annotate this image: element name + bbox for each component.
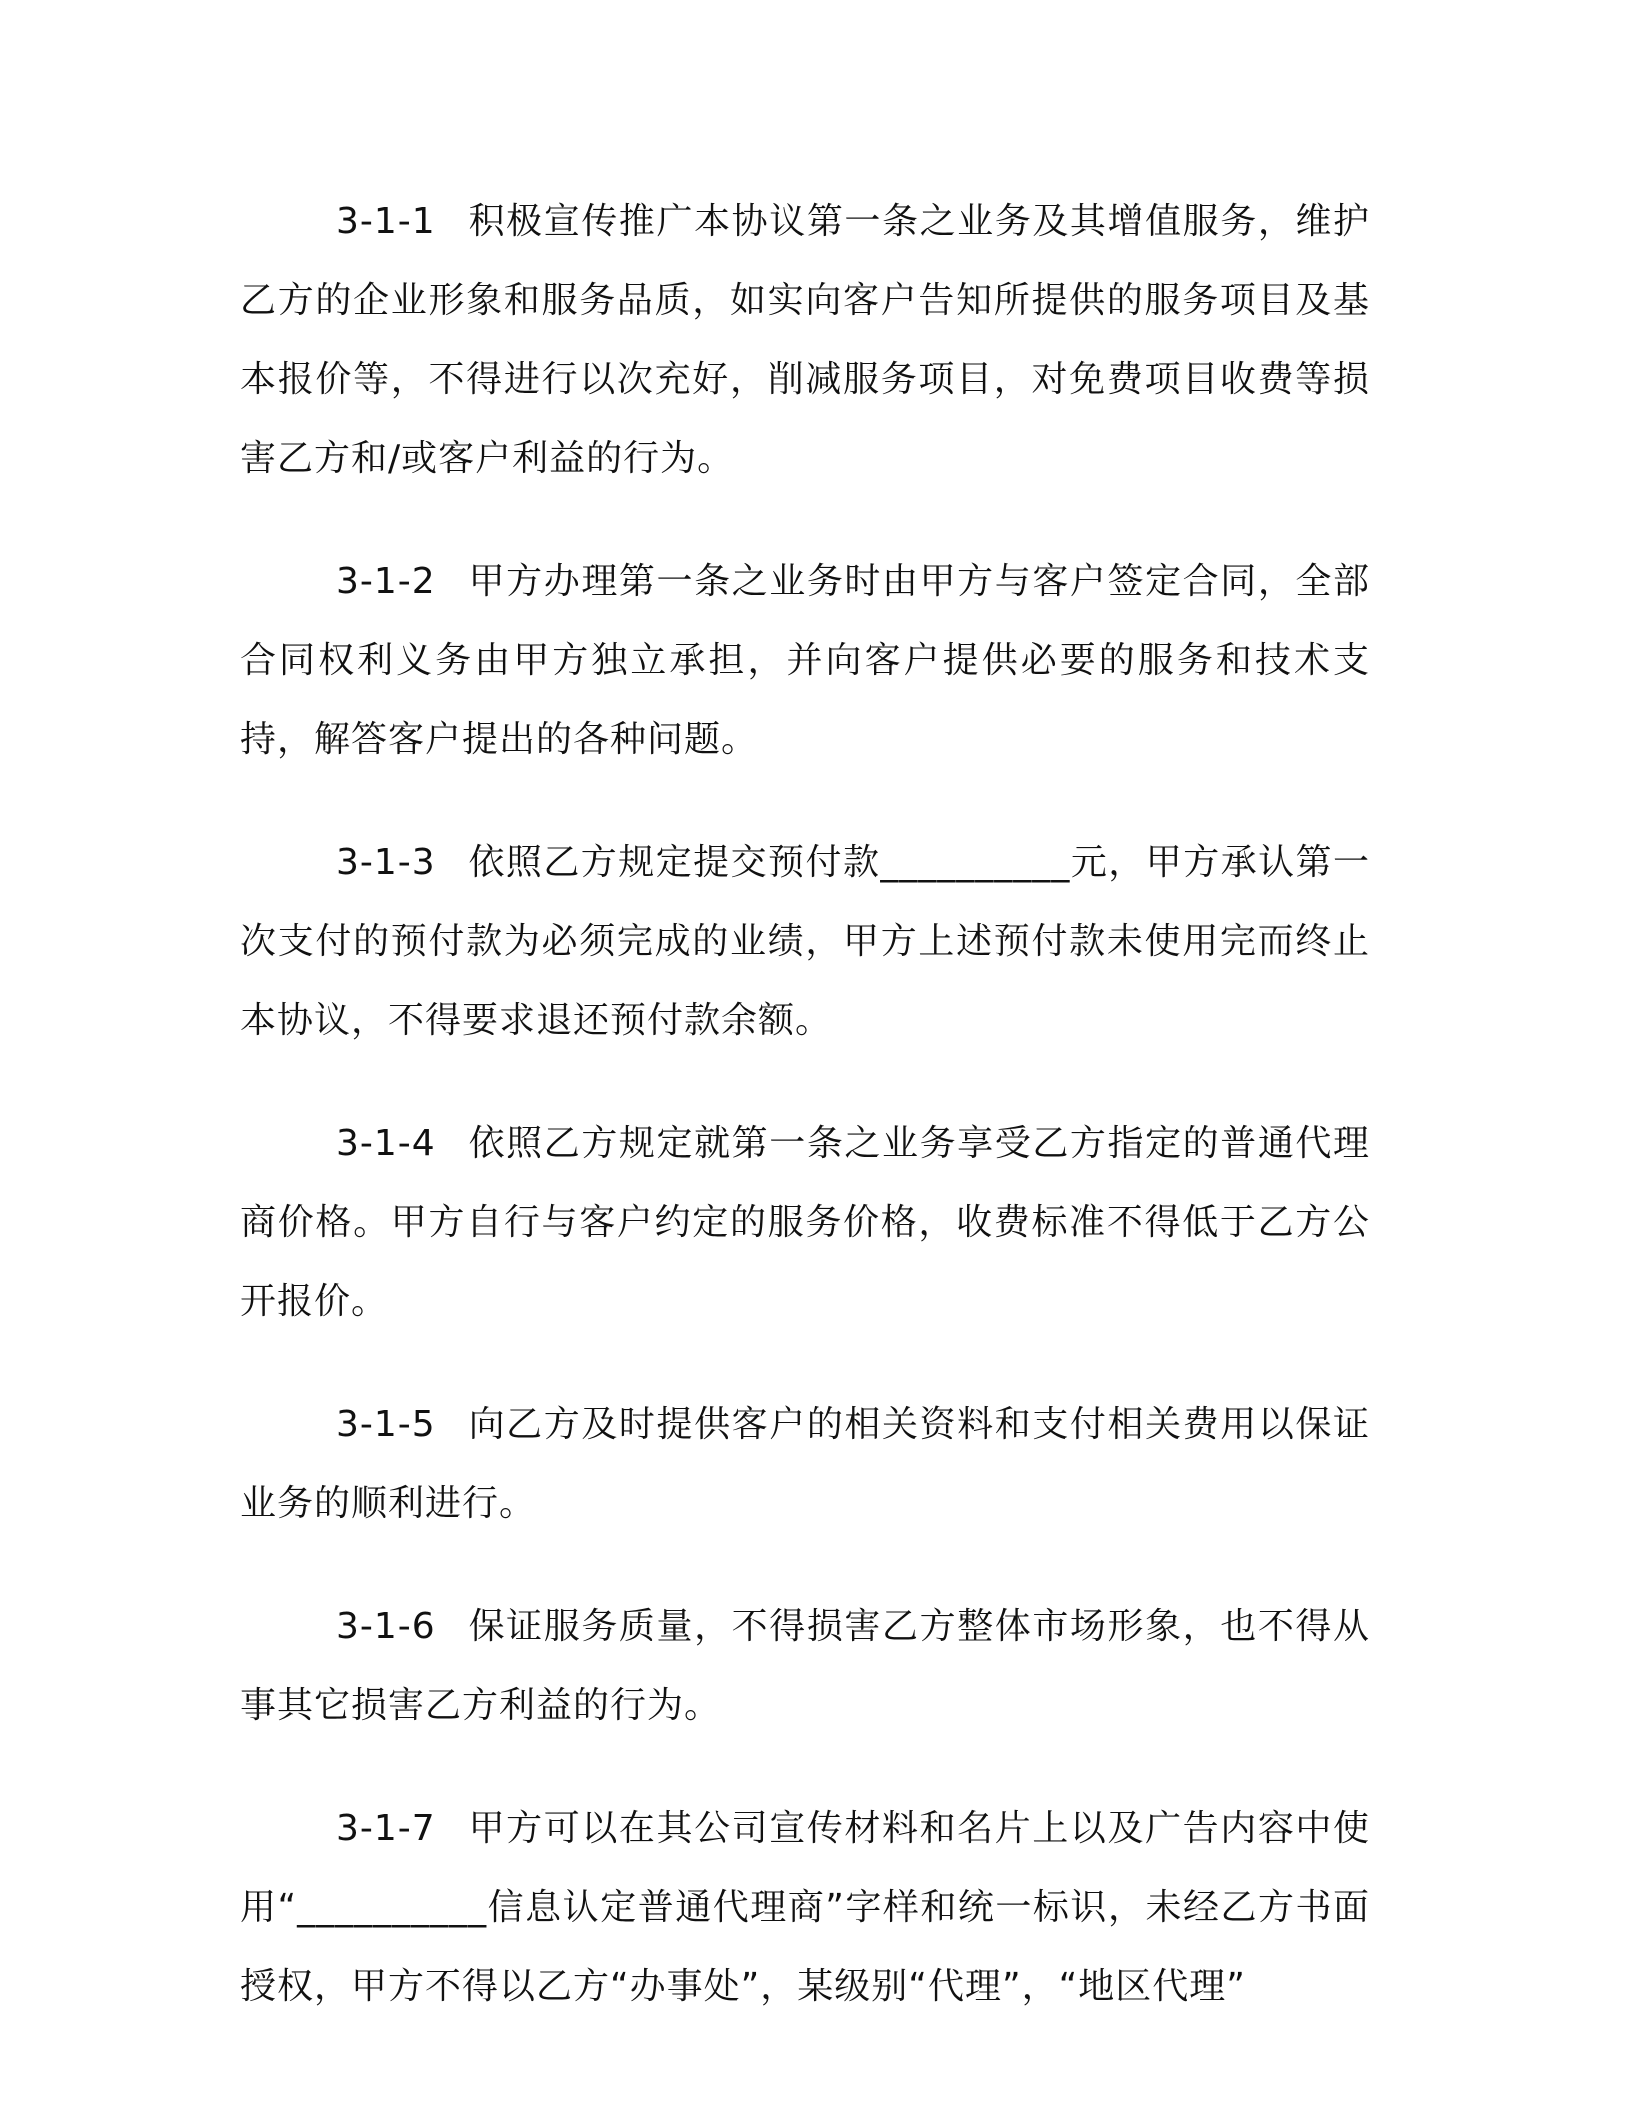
clause-text: 甲方可以在其公司宣传材料和名片上以及广告内容中使用“__________信息认定普通代理商”字样和统一标识，未经乙方书面授权，甲方不得以乙方“办事处”，某级别“代理”，“地区代理” — [240, 1808, 1370, 2007]
clause-3-1-2 — [240, 542, 1370, 779]
clause-3-1-3 — [240, 823, 1370, 1060]
clause-3-1-1 — [240, 182, 1370, 498]
clause-number: 3-1-3 — [336, 842, 436, 883]
clause-text: 积极宣传推广本协议第一条之业务及其增值服务，维护乙方的企业形象和服务品质，如实向客户告知所提供的服务项目及基本报价等，不得进行以次充好，削减服务项目，对免费项目收费等损害乙方和/或客户利益的行为。 — [240, 201, 1370, 479]
clause-number: 3-1-6 — [336, 1606, 436, 1647]
clause-text: 依照乙方规定就第一条之业务享受乙方指定的普通代理商价格。甲方自行与客户约定的服务价格，收费标准不得低于乙方公开报价。 — [240, 1123, 1370, 1322]
clause-text: 依照乙方规定提交预付款__________元，甲方承认第一次支付的预付款为必须完成的业绩，甲方上述预付款未使用完而终止本协议，不得要求退还预付款余额。 — [240, 842, 1370, 1041]
clause-3-1-4 — [240, 1104, 1370, 1341]
clause-number: 3-1-2 — [336, 561, 436, 602]
clause-number: 3-1-4 — [336, 1123, 436, 1164]
clause-3-1-5 — [240, 1385, 1370, 1543]
clause-number: 3-1-5 — [336, 1404, 436, 1445]
clause-3-1-6 — [240, 1587, 1370, 1745]
clause-3-1-7 — [240, 1789, 1370, 2026]
clause-number: 3-1-7 — [336, 1808, 436, 1849]
clause-text: 向乙方及时提供客户的相关资料和支付相关费用以保证业务的顺利进行。 — [240, 1404, 1370, 1524]
document-body — [240, 182, 1370, 2070]
clause-text: 甲方办理第一条之业务时由甲方与客户签定合同，全部合同权利义务由甲方独立承担，并向客户提供必要的服务和技术支持，解答客户提出的各种问题。 — [240, 561, 1370, 760]
clause-number: 3-1-1 — [336, 201, 436, 242]
clause-text: 保证服务质量，不得损害乙方整体市场形象，也不得从事其它损害乙方利益的行为。 — [240, 1606, 1370, 1726]
